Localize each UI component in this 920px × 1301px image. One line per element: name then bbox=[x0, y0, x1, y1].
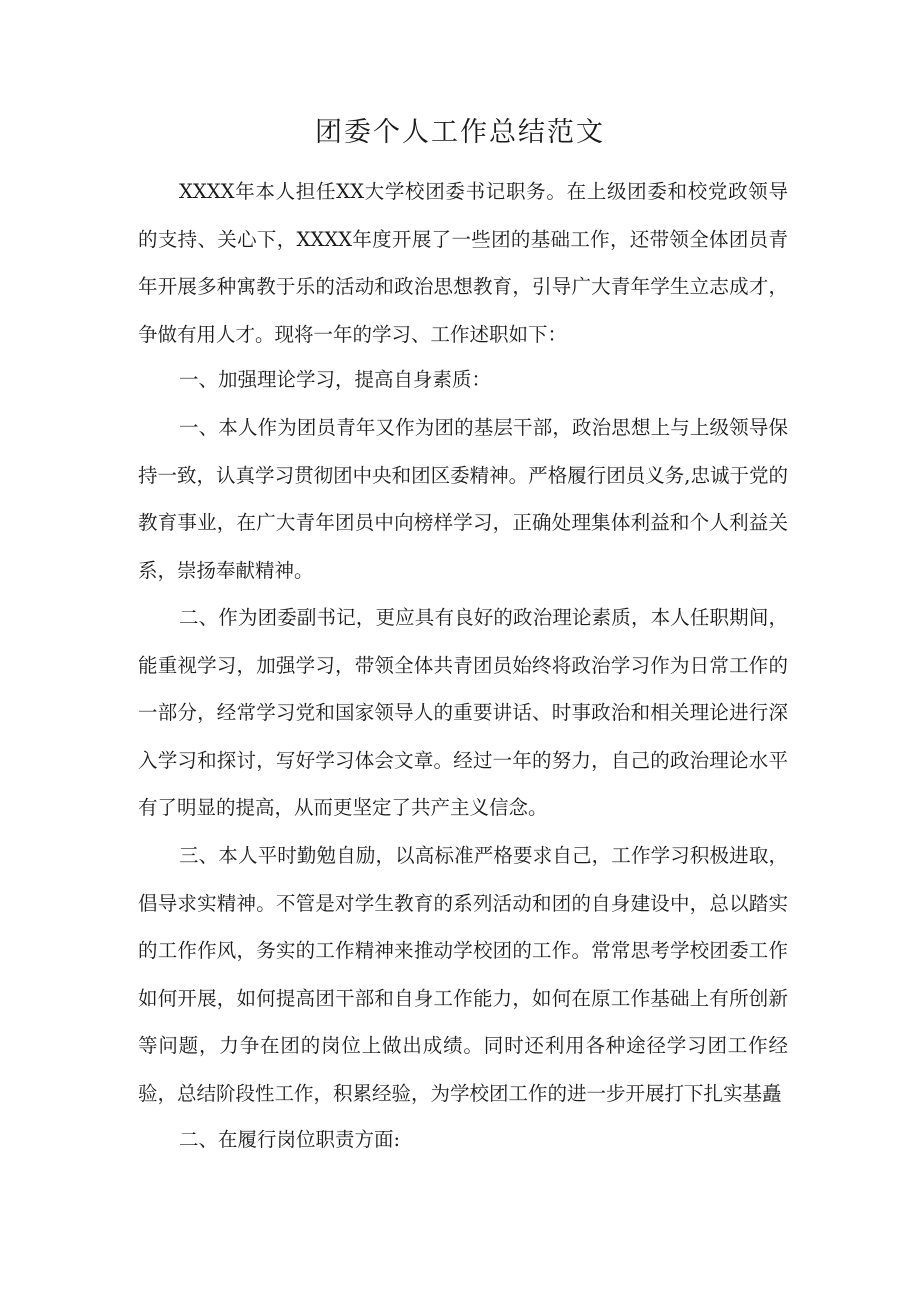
intro-paragraph: XXXX年本人担任XX大学校团委书记职务。在上级团委和校党政领导的支持、关心下，XXXX年度开展了一些团的基础工作，还带领全体团员青年开展多种寓教于乐的活动和政治思想教育，引导广大青年学生立志成才，争做有用人才。现将一年的学习、工作述职如下： bbox=[138, 180, 788, 346]
paragraph-item-2: 二、作为团委副书记，更应具有良好的政治理论素质，本人任职期间，能重视学习，加强学习，带领全体共青团员始终将政治学习作为日常工作的一部分，经常学习党和国家领导人的重要讲话、时事政治和相关理论进行深入学习和探讨，写好学习体会文章。经过一年的努力，自己的政治理论水平有了明显的提高，从而更坚定了共产主义信念。 bbox=[138, 606, 788, 820]
section-heading-1: 一、加强理论学习，提高自身素质： bbox=[179, 368, 492, 391]
paragraph-item-3: 三、本人平时勤勉自励，以高标准严格要求自己，工作学习积极进取，倡导求实精神。不管是对学生教育的系列活动和团的自身建设中，总以踏实的工作作风，务实的工作精神来推动学校团的工作。常常思考学校团委工作如何开展，如何提高团干部和自身工作能力，如何在原工作基础上有所创新等问题，力争在团的岗位上做出成绩。同时还利用各种途径学习团工作经验，总结阶段性工作，积累经验，为学校团工作的进一步开展打下扎实基矗 bbox=[138, 844, 788, 1105]
paragraph-item-1: 一、本人作为团员青年又作为团的基层干部，政治思想上与上级领导保持一致，认真学习贯彻团中央和团区委精神。严格履行团员义务,忠诚于党的教育事业，在广大青年团员中向榜样学习，正确处理集体利益和个人利益关系，崇扬奉献精神。 bbox=[138, 416, 788, 582]
section-heading-2: 二、在履行岗位职责方面: bbox=[179, 1128, 401, 1151]
document-title: 团委个人工作总结范文 bbox=[315, 117, 605, 148]
